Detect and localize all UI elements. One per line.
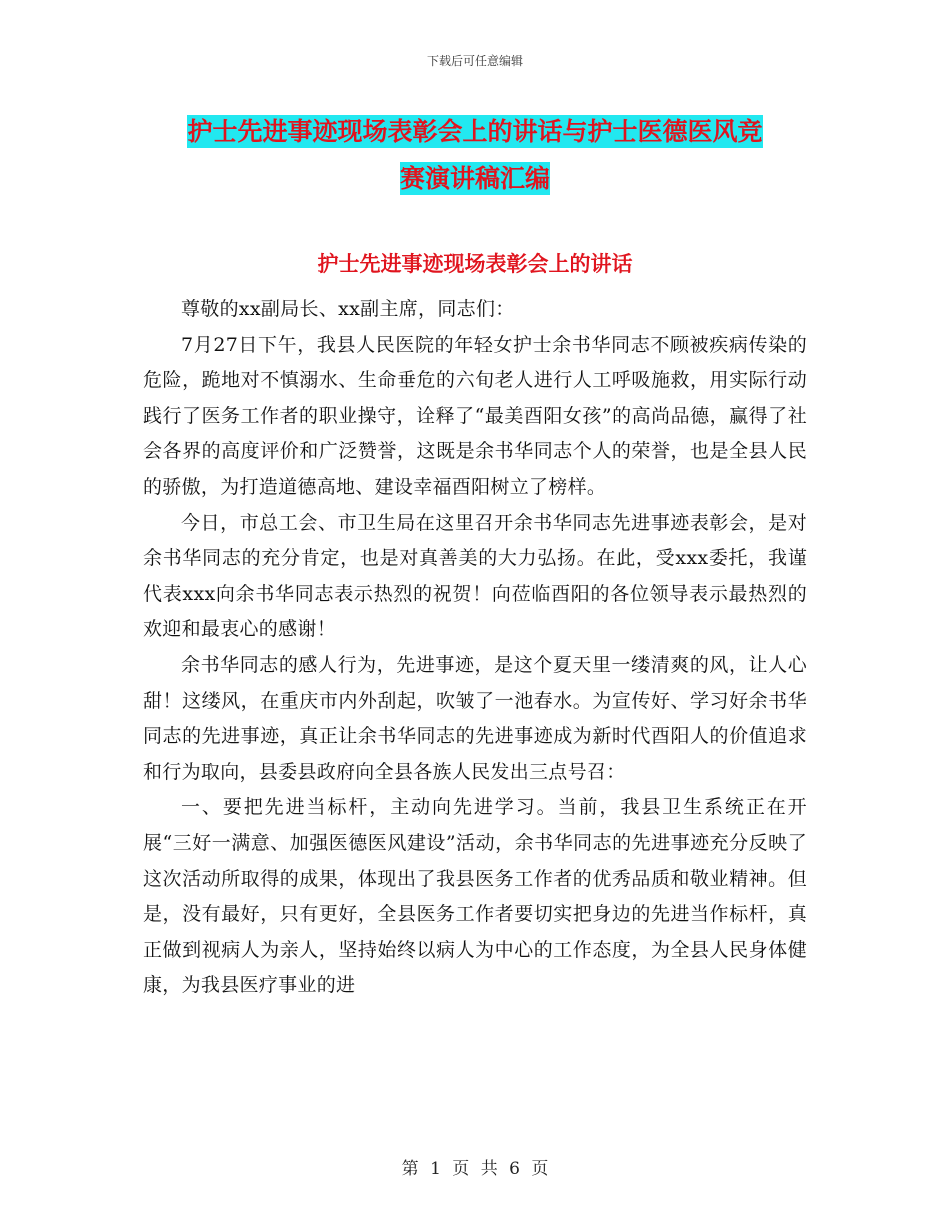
- paragraph-salutation: 尊敬的xx副局长、xx副主席，同志们：: [181, 298, 515, 320]
- paragraph: 余书华同志的感人行为，先进事迹，是这个夏天里一缕清爽的风，让人心甜！这缕风，在重庆市内外刮起，吹皱了一池春水。为宣传好、学习好余书华同志的先进事迹，真正让余书华同志的先进事迹成为新时代酉阳人的价值追求和行为取向，县委县政府向全县各族人民发出三点号召：: [143, 653, 807, 783]
- document-title: [0, 108, 950, 202]
- paragraph: 一、要把先进当标杆，主动向先进学习。当前，我县卫生系统正在开展“三好一满意、加强医德医风建设”活动，余书华同志的先进事迹充分反映了这次活动所取得的成果，体现出了我县医务工作者的优秀品质和敬业精神。但是，没有最好，只有更好，全县医务工作者要切实把身边的先进当作标杆，真正做到视病人为亲人，坚持始终以病人为中心的工作态度，为全县人民身体健康，为我县医疗事业的进: [143, 796, 807, 997]
- document-body: [143, 292, 807, 1004]
- title-line-2: 赛演讲稿汇编: [399, 164, 550, 193]
- title-line-1: 护士先进事迹现场表彰会上的讲话与护士医德医风竞: [187, 117, 763, 146]
- paragraph: 今日，市总工会、市卫生局在这里召开余书华同志先进事迹表彰会，是对余书华同志的充分肯定，也是对真善美的大力弘扬。在此，受xxx委托，我谨代表xxx向余书华同志表示热烈的祝贺！向莅临酉阳的各位领导表示最热烈的欢迎和最衷心的感谢！: [143, 511, 807, 641]
- page-number-footer: 第 1 页 共 6 页: [401, 1159, 549, 1179]
- page-header-note: 下载后可任意编辑: [426, 54, 523, 68]
- paragraph: 7月27日下午，我县人民医院的年轻女护士余书华同志不顾被疾病传染的危险，跪地对不慎溺水、生命垂危的六旬老人进行人工呼吸施救，用实际行动践行了医务工作者的职业操守，诠释了“最美酉阳女孩”的高尚品德，赢得了社会各界的高度评价和广泛赞誉，这既是余书华同志个人的荣誉，也是全县人民的骄傲，为打造道德高地、建设幸福酉阳树立了榜样。: [143, 333, 807, 498]
- section-title: 护士先进事迹现场表彰会上的讲话: [317, 251, 633, 276]
